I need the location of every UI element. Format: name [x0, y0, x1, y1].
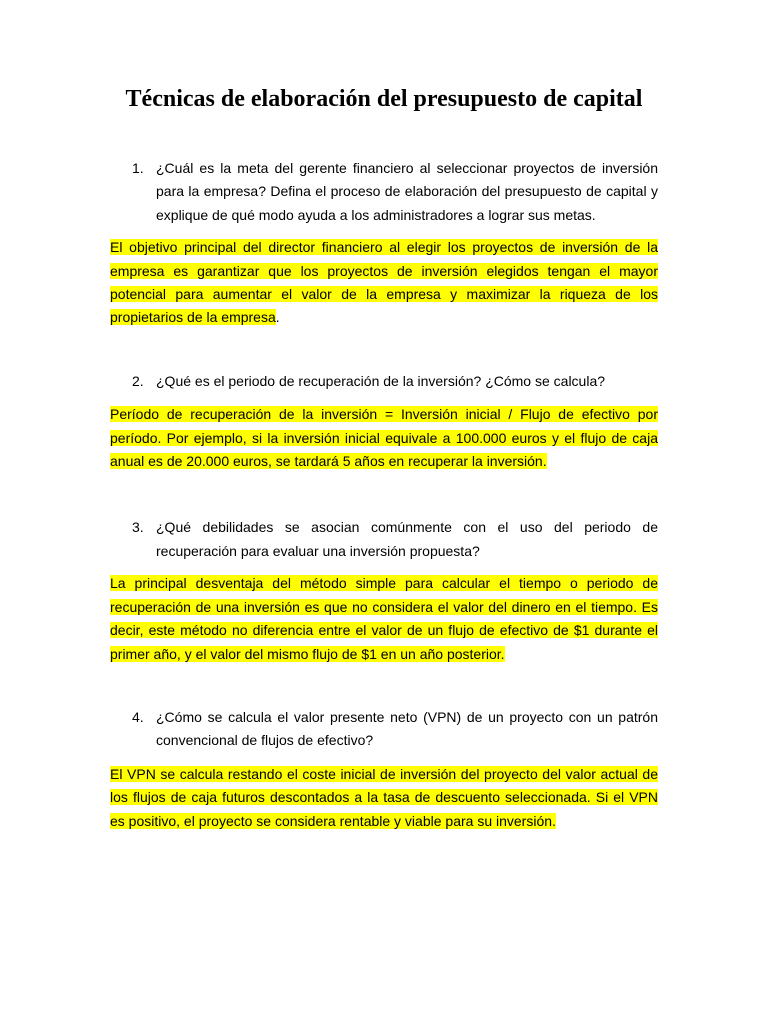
highlighted-answer-text: Período de recuperación de la inversión = Inversión inicial / Flujo de efectivo por período. Por ejemplo, si la inversión inicial equivale a 100.000 euros y el flujo de caja anual es de 20.000 euros, se tardará 5 años en recuperar la inversión. [110, 406, 658, 470]
answer-1 [110, 236, 658, 330]
question-number: 2. [132, 372, 144, 389]
answer-trailing-text: . [275, 309, 280, 326]
question-number: 1. [132, 160, 144, 176]
question-number: 4. [132, 708, 144, 725]
answer-3 [110, 572, 658, 666]
question-text: ¿Qué debilidades se asocian comúnmente con el uso del periodo de recuperación para evaluar una inversión propuesta? [156, 519, 658, 559]
question-number: 3. [132, 519, 144, 536]
highlighted-answer-text: El VPN se calcula restando el coste inicial de inversión del proyecto del valor actual de los flujos de caja futuros descontados a la tasa de descuento seleccionada. Si el VPN es positivo, el proyecto se considera rentable y viable para su inversión. [110, 765, 658, 829]
highlighted-answer-text: El objetivo principal del director financiero al elegir los proyectos de inversión de la empresa es garantizar que los proyectos de inversión elegidos tengan el mayor potencial para aumentar el valor de la empresa y maximizar la riqueza de los propietarios de la empresa [110, 239, 658, 326]
question-text: ¿Cómo se calcula el valor presente neto (VPN) de un proyecto con un patrón convencional de flujos de efectivo? [156, 708, 658, 749]
answer-4 [110, 763, 658, 833]
question-text: ¿Qué es el periodo de recuperación de la inversión? ¿Cómo se calcula? [156, 372, 606, 389]
question-text: ¿Cuál es la meta del gerente financiero al seleccionar proyectos de inversión para la empresa? Defina el proceso de elaboración del presupuesto de capital y explique de qué modo ayuda a los administradores a lograr sus metas. [156, 160, 658, 223]
question-1 [110, 157, 658, 227]
highlighted-answer-text: La principal desventaja del método simple para calcular el tiempo o periodo de recuperación de una inversión es que no considera el valor del dinero en el tiempo. Es decir, este método no diferencia entre el valor de un flujo de efectivo de $1 durante el primer año, y el valor del mismo flujo de $1 en un año posterior. [110, 575, 658, 662]
question-3 [110, 516, 658, 563]
question-2 [110, 370, 658, 393]
page-title: Técnicas de elaboración del presupuesto de capital [125, 86, 643, 112]
answer-2 [110, 403, 658, 473]
document-page [110, 84, 658, 833]
question-4 [110, 706, 658, 753]
